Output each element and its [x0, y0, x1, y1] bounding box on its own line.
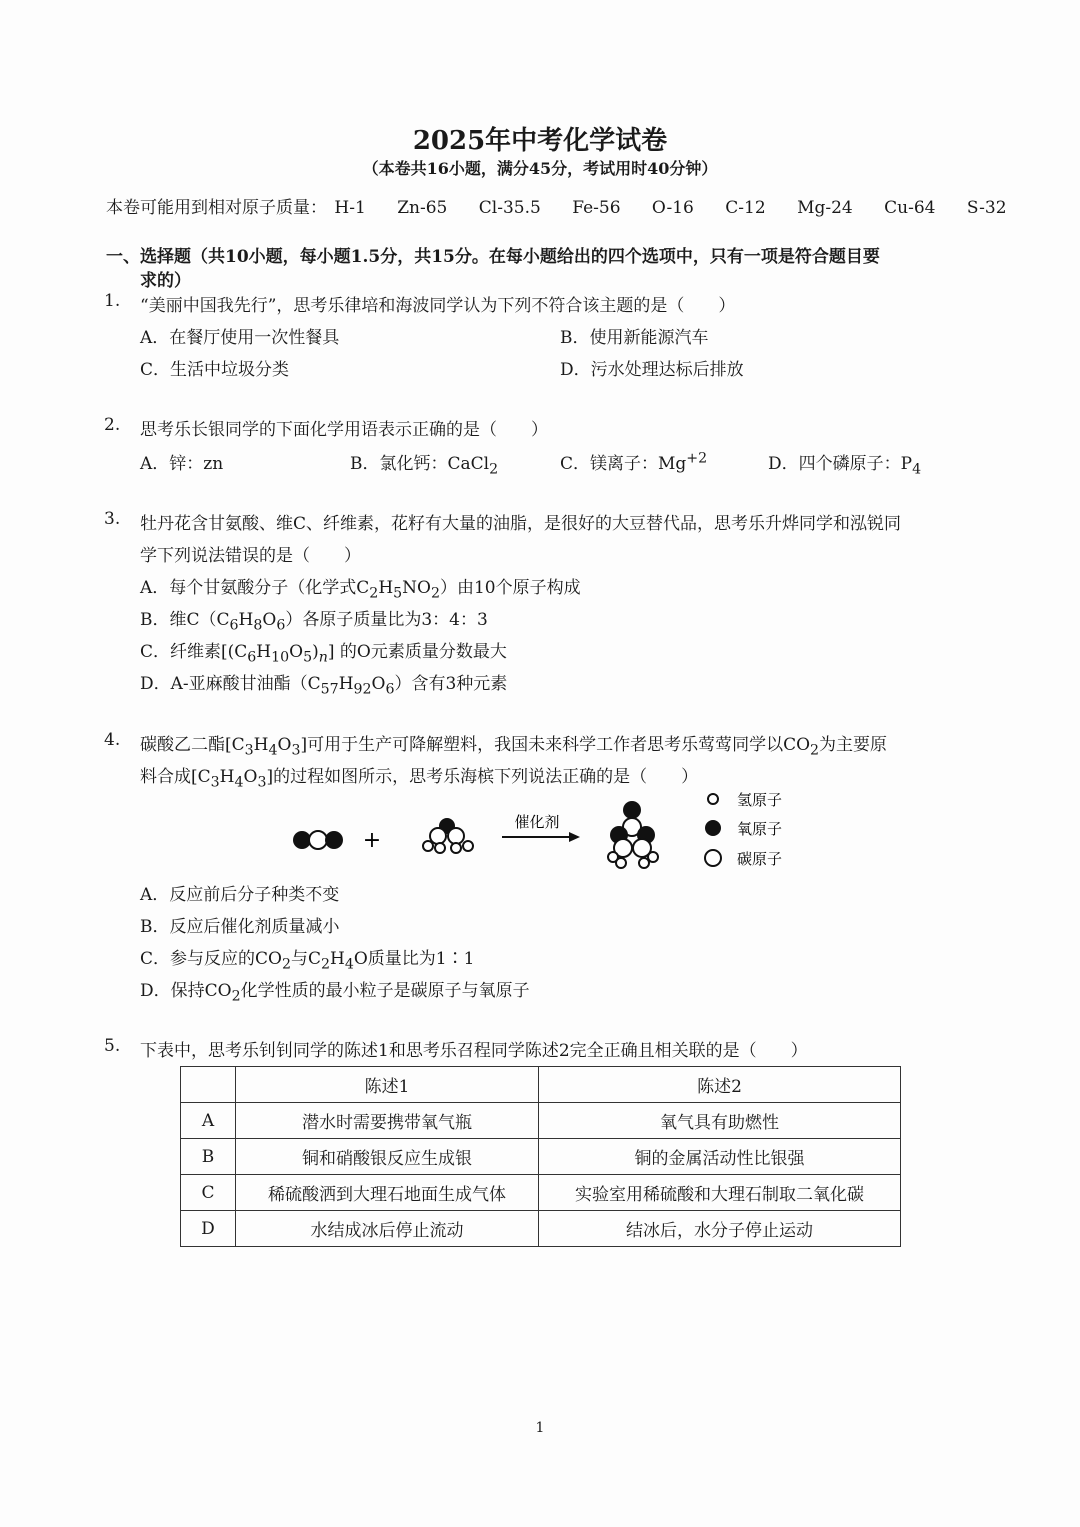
section-title-line1: 一、选择题（共10小题，每小题1.5分，共15分。在每小题给出的四个选项中，只有一项是符合题目要	[106, 247, 880, 267]
table-cell: 水结成冰后停止流动	[236, 1211, 539, 1247]
q2-option-d: D．四个磷原子：$P_4$	[768, 454, 922, 478]
q2-option-b: B．氯化钙：CaCl$_2$	[350, 454, 499, 478]
q4-number: 4.	[104, 730, 121, 750]
legend-oxygen-label: 氧原子	[737, 820, 783, 838]
legend-hydrogen-icon	[708, 794, 718, 804]
mass-item: Fe-56	[572, 198, 621, 218]
legend-hydrogen-label: 氢原子	[737, 791, 783, 809]
mass-item: H-1	[334, 198, 366, 218]
masses-label: 本卷可能用到相对原子质量：	[106, 198, 327, 218]
table-cell: B	[181, 1139, 236, 1175]
table-cell: 实验室用稀硫酸和大理石制取二氧化碳	[539, 1175, 901, 1211]
co2-molecule	[293, 831, 343, 849]
table-row	[181, 1139, 901, 1175]
q2-option-a: A．锌：zn	[140, 454, 224, 474]
mass-item: C-12	[725, 198, 766, 218]
q3-number: 3.	[104, 509, 121, 529]
q4-stem-line1: 碳酸乙二酯$[C_3H_4O_3]$可用于生产可降解塑料，我国未来科学工作者思考乐莺莺同学以$CO_2$为主要原	[140, 735, 888, 759]
q4-option-d: D．保持$CO_2$化学性质的最小粒子是碳原子与氧原子	[140, 981, 530, 1005]
q3-option-b: B．维$C(C_6H_8O_6)$各原子质量比为3：4：3	[140, 610, 488, 634]
table-cell: 结冰后，水分子停止运动	[539, 1211, 901, 1247]
table-cell: D	[181, 1211, 236, 1247]
q3-option-c: C．纤维素$[(C_6H_{10}O_5)_n]$ 的O元素质量分数最大	[140, 642, 507, 666]
c3h4o3-molecule	[608, 801, 658, 868]
section-title-line2: 求的）	[140, 271, 191, 291]
reaction-diagram	[280, 790, 810, 875]
q5-table	[180, 1066, 901, 1247]
table-row	[181, 1103, 901, 1139]
atomic-masses	[106, 193, 1033, 218]
legend-carbon-label: 碳原子	[737, 850, 783, 868]
q1-option-a: A．在餐厅使用一次性餐具	[140, 328, 340, 348]
q3-option-d: D．A-亚麻酸甘油酯$(C_{57}H_{92}O_6)$含有3种元素	[140, 674, 508, 698]
arrow-head	[569, 832, 580, 842]
table-cell: 铜的金属活动性比银强	[539, 1139, 901, 1175]
q1-option-b: B．使用新能源汽车	[560, 328, 709, 348]
table-row	[181, 1211, 901, 1247]
exam-title: 2025年中考化学试卷	[412, 126, 668, 156]
mass-item: Cl-35.5	[478, 198, 541, 218]
table-cell: 铜和硝酸银反应生成银	[236, 1139, 539, 1175]
table-cell: 潜水时需要携带氧气瓶	[236, 1103, 539, 1139]
q4-option-c: C．参与反应的$CO_2$与$C_2H_4O$质量比为1∶1	[140, 949, 475, 973]
c2h4o-molecule	[423, 818, 473, 853]
plus-sign: +	[362, 828, 382, 853]
mass-item: Cu-64	[884, 198, 936, 218]
legend-carbon-icon	[705, 850, 721, 866]
q2-number: 2.	[104, 415, 121, 435]
exam-subtitle: （本卷共16小题，满分45分，考试用时40分钟）	[362, 159, 718, 178]
table-row	[181, 1175, 901, 1211]
q1-option-d: D．污水处理达标后排放	[560, 360, 744, 380]
q3-option-a: A．每个甘氨酸分子（化学式$C_2H_5NO_2$）由10个原子构成	[140, 578, 581, 602]
legend	[705, 791, 782, 868]
mass-item: S-32	[966, 198, 1007, 218]
q3-stem-line1: 牡丹花含甘氨酸、维C、纤维素，花籽有大量的油脂，是很好的大豆替代品，思考乐升烨同学和泓锐同	[140, 514, 902, 534]
q1-option-c: C．生活中垃圾分类	[140, 360, 290, 380]
table-cell: C	[181, 1175, 236, 1211]
q5-stem: 下表中，思考乐钊钊同学的陈述1和思考乐召程同学陈述2完全正确且相关联的是（ ）	[140, 1041, 808, 1061]
mass-item: Zn-65	[397, 198, 448, 218]
table-header-cell	[181, 1067, 236, 1103]
q4-option-a: A．反应前后分子种类不变	[140, 885, 340, 905]
table-cell: 稀硫酸洒到大理石地面生成气体	[236, 1175, 539, 1211]
table-header-cell: 陈述2	[539, 1067, 901, 1103]
q2-option-c: C．镁离子：$Mg^{+2}$	[560, 450, 708, 474]
table-cell: A	[181, 1103, 236, 1139]
q3-stem-line2: 学下列说法错误的是（ ）	[140, 546, 361, 566]
legend-oxygen-icon	[705, 820, 721, 836]
q5-number: 5.	[104, 1036, 121, 1056]
page-number: 1	[535, 1420, 545, 1436]
table-header-row	[181, 1067, 901, 1103]
q2-stem: 思考乐长银同学的下面化学用语表示正确的是（ ）	[140, 420, 548, 440]
table-cell: 氧气具有助燃性	[539, 1103, 901, 1139]
mass-item: Mg-24	[797, 198, 853, 218]
catalyst-label: 催化剂	[514, 813, 560, 831]
q1-stem: “美丽中国我先行”，思考乐律培和海波同学认为下列不符合该主题的是（ ）	[140, 296, 736, 316]
q4-option-b: B．反应后催化剂质量减小	[140, 917, 340, 937]
q4-stem-line2: 料合成$[C_3H_4O_3]$的过程如图所示，思考乐海槟下列说法正确的是（ ）	[140, 767, 699, 791]
table-header-cell: 陈述1	[236, 1067, 539, 1103]
q1-number: 1.	[104, 291, 121, 311]
mass-item: O-16	[651, 198, 694, 218]
